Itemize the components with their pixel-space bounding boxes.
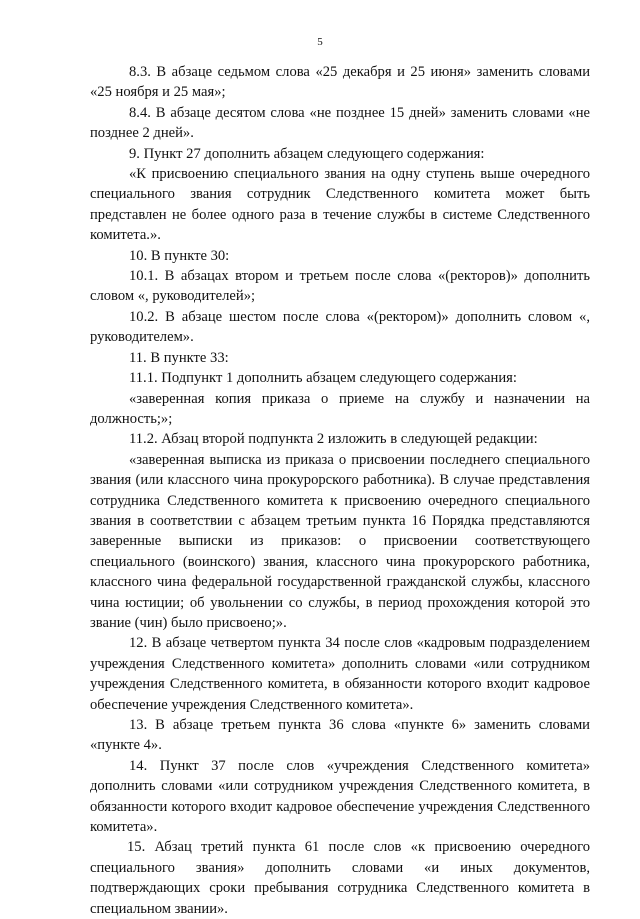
- paragraph-11: 11. В пункте 33:: [129, 349, 229, 366]
- paragraph-11-1: 11.1. Подпункт 1 дополнить абзацем следующего содержания:: [129, 370, 517, 387]
- paragraph-11-2-quote: «заверенная выписка из приказа о присвоении последнего специального звания (или классного чина прокурорского работника). В случае представления сотрудника Следственного комитета к присвоению очередного специального звания в соответствии с абзацем третьим пункта 16 Порядка представляются заверенные выписки из приказов: о присвоении соответствующего специального (воинского) звания, классного чина прокурорского работника, классного чина федеральной государственной гражданской службы, классного чина юстиции; об увольнении со службы, в период прохождения которой это звание (чин) было присвоено;».: [90, 451, 590, 631]
- paragraph-11-1-quote: «заверенная копия приказа о приеме на службу и назначении на должность;»;: [90, 390, 590, 427]
- paragraph-8-4: 8.4. В абзаце десятом слова «не позднее 15 дней» заменить словами «не позднее 2 дней».: [90, 104, 590, 142]
- page-number: 5: [317, 36, 323, 48]
- paragraph-14: 14. Пункт 37 после слов «учреждения Следственного комитета» дополнить словами «или сотрудником учреждения Следственного комитета, в обязанности которого входит кадровое обеспечение учреждения Следственного комитета».: [90, 757, 590, 836]
- paragraph-10: 10. В пункте 30:: [129, 247, 230, 264]
- paragraph-9-quote: «К присвоению специального звания на одну ступень выше очередного специального звания сотрудник Следственного комитета может быть представлен не более одного раза в течение службы в системе Следственного комитета.».: [90, 166, 590, 244]
- paragraph-11-2: 11.2. Абзац второй подпункта 2 изложить в следующей редакции:: [129, 431, 538, 448]
- paragraph-9: 9. Пункт 27 дополнить абзацем следующего содержания:: [129, 145, 485, 162]
- paragraph-12: 12. В абзаце четвертом пункта 34 после слов «кадровым подразделением учреждения Следственного комитета» дополнить словами «или сотрудником учреждения Следственного комитета, в обязанности которого входит кадровое обеспечение учреждения Следственного комитета».: [90, 635, 590, 713]
- paragraph-10-2: 10.2. В абзаце шестом после слова «(ректором)» дополнить словом «, руководителем».: [90, 308, 590, 346]
- paragraph-15: 15. Абзац третий пункта 61 после слов «к присвоению очередного специального звания» дополнить словами «и иных документов, подтверждающих сроки пребывания сотрудника Следственного комитета в специальном звании».: [90, 839, 590, 917]
- paragraph-13: 13. В абзаце третьем пункта 36 слова «пункте 6» заменить словами «пункте 4».: [90, 717, 590, 754]
- paragraph-10-1: 10.1. В абзацах втором и третьем после слова «(ректоров)» дополнить словом «, руководителей»;: [90, 268, 590, 305]
- document-body: [90, 62, 590, 919]
- paragraph-8-3: 8.3. В абзаце седьмом слова «25 декабря и 25 июня» заменить словами «25 ноября и 25 мая»;: [90, 64, 590, 101]
